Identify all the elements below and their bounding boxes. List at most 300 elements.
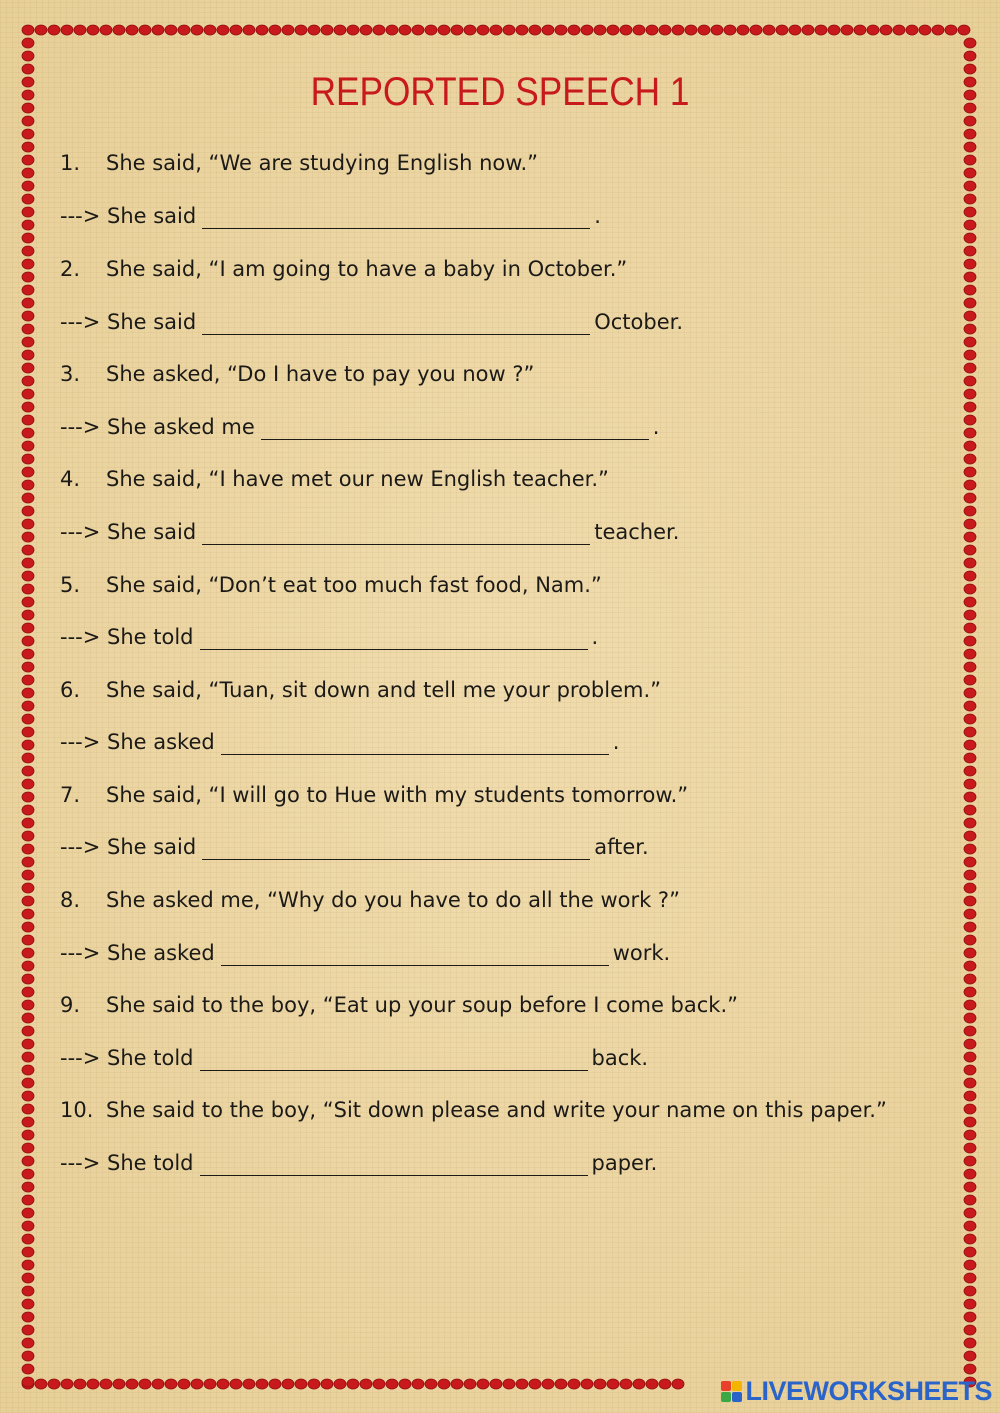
answer-input-3[interactable] (261, 417, 649, 440)
border-dot (48, 25, 60, 35)
answer-row-8 (60, 940, 670, 966)
border-dot (412, 25, 424, 35)
answer-input-10[interactable] (200, 1153, 588, 1176)
border-dot (964, 1039, 976, 1049)
border-dot (964, 272, 976, 282)
border-dot (477, 25, 489, 35)
border-dot (22, 311, 34, 321)
border-dot (477, 1379, 489, 1389)
border-dot (22, 103, 34, 113)
border-dot (22, 922, 34, 932)
question-prompt: She said, “I am going to have a baby in October.” (106, 257, 628, 281)
question-number: 4. (60, 467, 81, 491)
border-dot (529, 1379, 541, 1389)
border-dot (347, 25, 359, 35)
border-dot (964, 1208, 976, 1218)
border-dot (964, 1078, 976, 1088)
border-dot (854, 25, 866, 35)
border-dot (964, 1234, 976, 1244)
worksheet-title: REPORTED SPEECH 1 (310, 70, 690, 114)
border-dot (964, 493, 976, 503)
answer-input-8[interactable] (221, 943, 609, 966)
border-dot (22, 623, 34, 633)
border-dot (964, 688, 976, 698)
border-dot (22, 597, 34, 607)
border-dot (22, 272, 34, 282)
border-dot (964, 285, 976, 295)
border-dot (308, 25, 320, 35)
border-dot (165, 25, 177, 35)
border-dot (22, 415, 34, 425)
border-dot (964, 649, 976, 659)
border-dot (633, 1379, 645, 1389)
border-dot (22, 51, 34, 61)
border-dot (22, 675, 34, 685)
border-dot (802, 25, 814, 35)
border-dot (964, 1312, 976, 1322)
question-7 (60, 782, 688, 808)
border-dot (22, 1299, 34, 1309)
border-dot (964, 64, 976, 74)
border-dot (22, 376, 34, 386)
border-dot (126, 25, 138, 35)
border-dot (22, 961, 34, 971)
border-dot (932, 25, 944, 35)
border-dot (964, 870, 976, 880)
answer-end: October. (594, 310, 684, 334)
border-dot (893, 25, 905, 35)
border-dot (750, 25, 762, 35)
question-prompt: She said, “Don’t eat too much fast food, Nam.” (106, 573, 602, 597)
border-dot (22, 1208, 34, 1218)
border-dot (945, 25, 957, 35)
border-dot (789, 25, 801, 35)
border-dot (964, 506, 976, 516)
border-dot (964, 1117, 976, 1127)
answer-end: paper. (591, 1151, 658, 1175)
border-dot (698, 25, 710, 35)
answer-input-2[interactable] (202, 312, 590, 335)
border-dot (964, 545, 976, 555)
logo-text: LIVEWORKSHEETS (745, 1375, 992, 1406)
border-dot (964, 389, 976, 399)
border-dot (425, 1379, 437, 1389)
border-dot (607, 1379, 619, 1389)
border-dot (964, 1286, 976, 1296)
border-dot (386, 1379, 398, 1389)
border-dot (964, 246, 976, 256)
border-dot (22, 610, 34, 620)
answer-end: . (594, 204, 601, 228)
border-dot (964, 51, 976, 61)
border-dot (217, 25, 229, 35)
border-dot (178, 25, 190, 35)
border-dot (964, 454, 976, 464)
border-dot (22, 649, 34, 659)
border-dot (61, 25, 73, 35)
border-dot (22, 233, 34, 243)
question-number: 6. (60, 678, 81, 702)
answer-row-10 (60, 1150, 657, 1176)
border-dot (22, 948, 34, 958)
border-dot (964, 766, 976, 776)
border-dot (763, 25, 775, 35)
border-dot (22, 1117, 34, 1127)
question-4 (60, 466, 609, 492)
border-dot (35, 25, 47, 35)
border-dot (964, 623, 976, 633)
question-1 (60, 150, 538, 176)
border-dot (490, 25, 502, 35)
border-dot (243, 25, 255, 35)
border-dot (22, 324, 34, 334)
border-dot (964, 519, 976, 529)
border-dot (22, 168, 34, 178)
border-dot (22, 1143, 34, 1153)
border-dot (964, 194, 976, 204)
border-dot (22, 220, 34, 230)
question-5 (60, 572, 602, 598)
border-dot (964, 1065, 976, 1075)
border-dot (334, 25, 346, 35)
question-prompt: She said to the boy, “Eat up your soup before I come back.” (106, 993, 739, 1017)
border-dot (568, 1379, 580, 1389)
border-dot (22, 519, 34, 529)
answer-end: back. (591, 1046, 649, 1070)
border-dot (22, 1000, 34, 1010)
answer-input-6[interactable] (221, 732, 609, 755)
border-dot (964, 1351, 976, 1361)
answer-row-7 (60, 834, 649, 860)
border-dot (451, 1379, 463, 1389)
border-dot (22, 298, 34, 308)
border-dot (22, 1286, 34, 1296)
border-dot (464, 1379, 476, 1389)
border-dot (964, 831, 976, 841)
border-dot (964, 324, 976, 334)
border-dot (646, 1379, 658, 1389)
question-number: 5. (60, 573, 81, 597)
border-dot (347, 1379, 359, 1389)
border-dot (828, 25, 840, 35)
border-dot (964, 818, 976, 828)
border-dot (964, 948, 976, 958)
answer-row-3 (60, 414, 659, 440)
border-dot (724, 25, 736, 35)
question-3 (60, 361, 534, 387)
border-dot (152, 25, 164, 35)
answer-lead: ---> She asked (60, 730, 215, 754)
border-dot (22, 389, 34, 399)
border-dot (964, 1273, 976, 1283)
border-dot (964, 1325, 976, 1335)
border-dot (964, 584, 976, 594)
border-dot (964, 90, 976, 100)
border-dot (74, 25, 86, 35)
border-dot (22, 116, 34, 126)
answer-lead: ---> She told (60, 1046, 194, 1070)
border-dot (22, 77, 34, 87)
border-dot (964, 155, 976, 165)
answer-end: . (652, 415, 660, 439)
question-number: 2. (60, 257, 81, 281)
answer-row-6 (60, 729, 619, 755)
border-dot (964, 987, 976, 997)
border-dot (964, 259, 976, 269)
border-dot (230, 25, 242, 35)
border-dot (581, 25, 593, 35)
border-dot (529, 25, 541, 35)
border-dot (22, 467, 34, 477)
border-dot (841, 25, 853, 35)
border-dot (22, 129, 34, 139)
border-dot (217, 1379, 229, 1389)
answer-end: . (591, 625, 599, 649)
border-dot (964, 1026, 976, 1036)
border-dot (295, 25, 307, 35)
border-dot (964, 363, 976, 373)
border-dot (22, 688, 34, 698)
border-dot (867, 25, 879, 35)
question-number: 9. (60, 993, 81, 1017)
border-dot (22, 454, 34, 464)
border-dot (964, 402, 976, 412)
border-dot (243, 1379, 255, 1389)
border-dot (659, 1379, 671, 1389)
border-dot (958, 25, 970, 35)
border-dot (22, 1338, 34, 1348)
border-dot (373, 25, 385, 35)
answer-lead: ---> She told (60, 1151, 194, 1175)
border-dot (964, 701, 976, 711)
border-dot (113, 25, 125, 35)
border-dot (22, 805, 34, 815)
answer-end: teacher. (594, 520, 680, 544)
border-dot (964, 792, 976, 802)
border-dot (503, 1379, 515, 1389)
question-number: 1. (60, 151, 81, 175)
border-dot (964, 532, 976, 542)
border-dot (964, 610, 976, 620)
border-dot (22, 1195, 34, 1205)
border-dot (373, 1379, 385, 1389)
border-dot (87, 1379, 99, 1389)
border-dot (399, 25, 411, 35)
border-dot (964, 740, 976, 750)
answer-row-4 (60, 519, 679, 545)
border-dot (22, 636, 34, 646)
border-dot (256, 1379, 268, 1389)
border-dot (22, 259, 34, 269)
border-dot (964, 1091, 976, 1101)
question-prompt: She asked me, “Why do you have to do all the work ?” (106, 888, 680, 912)
border-dot (139, 25, 151, 35)
border-dot (633, 25, 645, 35)
border-dot (22, 935, 34, 945)
border-dot (22, 64, 34, 74)
border-dot (964, 1260, 976, 1270)
border-dot (964, 116, 976, 126)
border-dot (35, 1379, 47, 1389)
border-dot (516, 25, 528, 35)
border-dot (964, 77, 976, 87)
border-dot (964, 103, 976, 113)
answer-lead: ---> She said (60, 520, 197, 544)
border-dot (906, 25, 918, 35)
border-dot (964, 1130, 976, 1140)
border-dot (964, 467, 976, 477)
border-dot (964, 1052, 976, 1062)
border-dot (386, 25, 398, 35)
border-dot (776, 25, 788, 35)
question-6 (60, 677, 661, 703)
border-dot (964, 1247, 976, 1257)
border-dot (594, 25, 606, 35)
answer-input-4[interactable] (202, 522, 590, 545)
border-dot (100, 1379, 112, 1389)
border-dot (22, 1052, 34, 1062)
border-dot (100, 25, 112, 35)
answer-lead: ---> She asked (60, 941, 215, 965)
border-dot (22, 441, 34, 451)
answer-input-7[interactable] (202, 837, 590, 860)
border-dot (22, 792, 34, 802)
border-dot (22, 480, 34, 490)
border-dot (22, 363, 34, 373)
question-prompt: She said, “I have met our new English teacher.” (106, 467, 609, 491)
border-dot (964, 298, 976, 308)
border-dot (964, 974, 976, 984)
border-dot (964, 883, 976, 893)
border-dot (22, 779, 34, 789)
border-dot (22, 1013, 34, 1023)
border-dot (964, 597, 976, 607)
border-dot (204, 25, 216, 35)
border-dot (646, 25, 658, 35)
border-dot (964, 233, 976, 243)
border-dot (191, 1379, 203, 1389)
answer-end: work. (612, 941, 671, 965)
border-dot (964, 1182, 976, 1192)
border-dot (22, 1065, 34, 1075)
border-dot (555, 25, 567, 35)
border-dot (964, 727, 976, 737)
border-dot (964, 1195, 976, 1205)
border-dot (964, 571, 976, 581)
border-dot (74, 1379, 86, 1389)
answer-end: after. (594, 835, 649, 859)
border-dot (22, 753, 34, 763)
border-dot (22, 1182, 34, 1192)
border-dot (334, 1379, 346, 1389)
border-dot (880, 25, 892, 35)
border-dot (22, 1078, 34, 1088)
border-dot (22, 584, 34, 594)
border-dot (964, 428, 976, 438)
border-dot (964, 441, 976, 451)
border-dot (191, 25, 203, 35)
border-dot (22, 285, 34, 295)
border-dot (22, 1156, 34, 1166)
border-dot (22, 1377, 34, 1387)
border-dot (22, 558, 34, 568)
question-2 (60, 256, 627, 282)
answer-lead: ---> She asked me (60, 415, 255, 439)
border-dot (964, 1299, 976, 1309)
border-dot (964, 779, 976, 789)
question-9 (60, 992, 738, 1018)
border-dot (204, 1379, 216, 1389)
border-dot (964, 844, 976, 854)
border-dot (22, 1091, 34, 1101)
border-dot (964, 805, 976, 815)
border-dot (22, 207, 34, 217)
border-dot (22, 1312, 34, 1322)
border-dot (22, 1364, 34, 1374)
border-dot (964, 220, 976, 230)
border-dot (22, 532, 34, 542)
logo-blocks-icon (721, 1381, 742, 1402)
border-dot (685, 25, 697, 35)
border-dot (139, 1379, 151, 1389)
border-dot (22, 844, 34, 854)
answer-row-1 (60, 203, 601, 229)
border-dot (308, 1379, 320, 1389)
border-dot (22, 909, 34, 919)
question-prompt: She said, “We are studying English now.” (106, 151, 539, 175)
border-dot (964, 38, 976, 48)
answer-input-9[interactable] (200, 1048, 588, 1071)
border-dot (503, 25, 515, 35)
border-dot (964, 1013, 976, 1023)
question-prompt: She said, “I will go to Hue with my students tomorrow.” (106, 783, 689, 807)
border-dot (964, 1338, 976, 1348)
border-dot (964, 1143, 976, 1153)
border-dot (964, 168, 976, 178)
border-dot (964, 207, 976, 217)
border-dot (22, 1273, 34, 1283)
border-dot (555, 1379, 567, 1389)
answer-input-5[interactable] (200, 627, 588, 650)
border-dot (964, 480, 976, 490)
border-dot (22, 1221, 34, 1231)
border-dot (516, 1379, 528, 1389)
border-dot (22, 662, 34, 672)
border-dot (672, 1379, 684, 1389)
border-dot (22, 194, 34, 204)
border-dot (542, 1379, 554, 1389)
border-dot (22, 428, 34, 438)
border-dot (22, 142, 34, 152)
border-dot (964, 961, 976, 971)
border-dot (22, 181, 34, 191)
answer-lead: ---> She said (60, 835, 197, 859)
border-dot (22, 1260, 34, 1270)
border-dot (22, 896, 34, 906)
border-dot (22, 1169, 34, 1179)
border-dot (230, 1379, 242, 1389)
border-dot (964, 129, 976, 139)
border-dot (321, 25, 333, 35)
answer-input-1[interactable] (202, 206, 590, 229)
question-prompt: She said, “Tuan, sit down and tell me your problem.” (106, 678, 662, 702)
question-10 (60, 1097, 887, 1123)
border-dot (568, 25, 580, 35)
border-dot (22, 545, 34, 555)
border-dot (964, 896, 976, 906)
question-number: 10. (60, 1098, 94, 1122)
border-dot (672, 25, 684, 35)
